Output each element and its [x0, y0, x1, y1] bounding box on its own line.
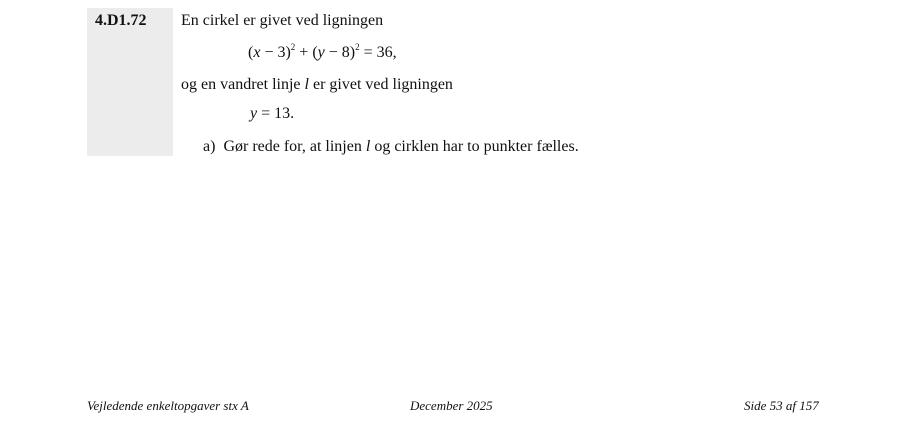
question-text-before: Gør rede for, at linjen: [223, 138, 366, 155]
line-equation: y = 13.: [250, 105, 295, 122]
question-var: l: [365, 138, 371, 155]
eq-var-x: x: [253, 44, 261, 61]
line-eq-trail: .: [290, 105, 295, 122]
line-description: [181, 77, 453, 93]
question-a: [203, 139, 579, 155]
task-label-column: [87, 8, 173, 156]
eq-h: 3: [277, 44, 286, 61]
eq-k: 8: [341, 44, 350, 61]
question-label: a): [203, 138, 216, 155]
footer-left: Vejledende enkeltopgaver stx A: [87, 398, 249, 413]
line-text-before: og en vandret linje: [181, 76, 305, 93]
question-text-after: og cirklen har to punkter fælles.: [370, 138, 579, 155]
line-eq-var: y: [250, 105, 258, 122]
intro-text: En cirkel er givet ved ligningen: [181, 12, 384, 29]
task-id: 4.D1.72: [95, 12, 147, 29]
line-text-after: er givet ved ligningen: [308, 76, 453, 93]
eq-exp-1: 2: [290, 42, 296, 52]
eq-var-y: y: [317, 44, 325, 61]
eq-rhs: 36: [376, 44, 393, 61]
eq-exp-2: 2: [355, 42, 360, 52]
footer-right: Side 53 af 157: [744, 398, 819, 413]
eq-trail: ,: [392, 44, 397, 61]
footer-center: December 2025: [410, 398, 493, 413]
circle-equation: $(x - 3)^2 + (y - 8)^2 = 36$,: [248, 42, 397, 61]
line-var: l: [304, 76, 309, 93]
line-eq-value: 13: [274, 105, 291, 122]
